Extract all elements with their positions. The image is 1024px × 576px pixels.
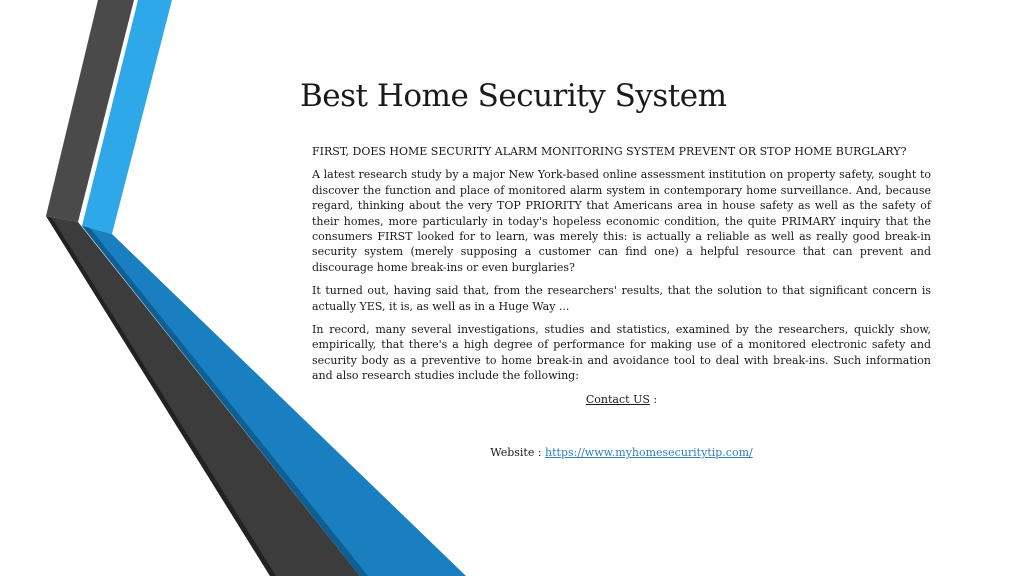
paragraph-3: In record, many several investigations, studies and statistics, examined by the researchers, quickly show, empirically, that there's a high degree of performance for making use of a monitored electronic safety and security body as a preventive to home break-in and avoidance tool to deal with break-ins. Such information and also research studies include the following: (312, 323, 931, 383)
paragraph-2: It turned out, having said that, from the researchers' results, that the solution to that significant concern is actually YES, it is, as well as in a Huge Way ... (312, 284, 931, 313)
page-title: Best Home Security System (300, 78, 727, 114)
slide-body (312, 144, 931, 407)
website-line (312, 446, 931, 459)
section-heading: FIRST, DOES HOME SECURITY ALARM MONITORING SYSTEM PREVENT OR STOP HOME BURGLARY? (312, 145, 907, 158)
contact-us-link[interactable]: Contact US (585, 392, 650, 406)
website-link[interactable]: https://www.myhomesecuritytip.com/ (545, 446, 753, 459)
website-label: Website : (490, 446, 546, 459)
contact-suffix: : (649, 392, 658, 406)
contact-line (312, 392, 931, 407)
paragraph-1: A latest research study by a major New York-based online assessment institution on property safety, sought to discover the function and place of monitored alarm system in contemporary home surveillance. And, because regard, thinking about the very TOP PRIORITY that Americans area in house safety as well as the safety of their homes, more particularly in today's hopeless economic condition, the quite PRIMARY inquiry that the consumers FIRST looked for to learn, was merely this: is actually a reliable as well as really good break-in security system (merely supposing a customer can find one) a helpful resource that can prevent and discourage home break-ins or even burglaries? (312, 168, 931, 274)
